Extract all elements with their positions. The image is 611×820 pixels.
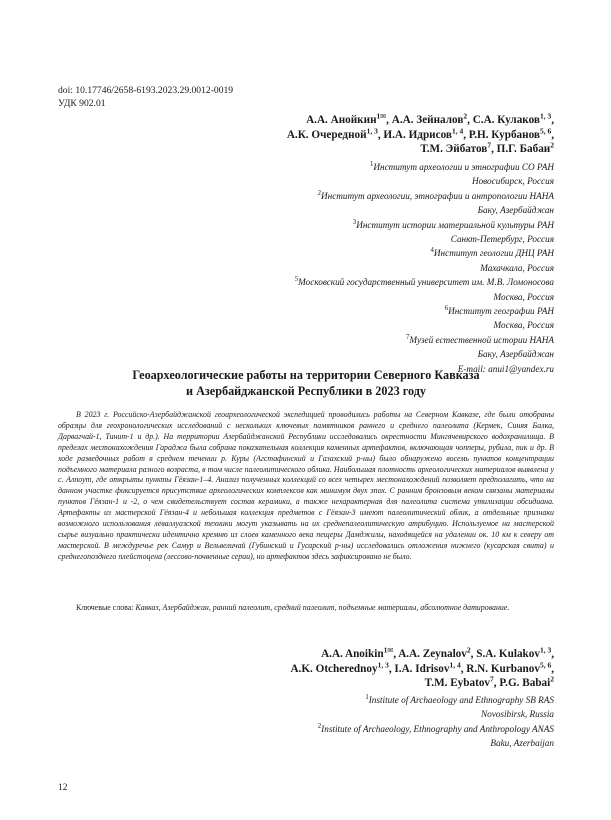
affiliation-ru-3-city: Санкт-Петербург, Россия [450,234,554,245]
author-ru-6-sup: 5, 6 [539,125,552,135]
authors-ru-line-3: Т.М. Эйбатов$^7$, П.Г. Бабаи$^2$ [420,140,554,155]
authors-en-line-1: A.A. Anoikin$^{1✉}$, A.A. Zeynalov$^2$, S.A. Kulakov$^{1, 3}$, [321,645,554,660]
author-ru-1: А.А. Анойкин [306,114,377,126]
affiliation-ru-3-org: $^3$Институт истории материальной культуры РАН [352,218,554,230]
affiliation-ru-2-org: $^2$Институт археологии, этнографии и антропологии НАНА [317,189,554,201]
affiliation-ru-6-org: $^6$Институт географии РАН [444,305,554,317]
email[interactable]: E-mail: anui1@yandex.ru [457,363,554,374]
author-ru-2-sup: 2 [463,111,468,121]
affiliation-ru-4-city: Махачкала, Россия [480,262,554,273]
affiliation-ru-1-org: $^1$Институт археологии и этнографии СО РАН [369,160,554,172]
title-line-2: и Азербайджанской Республики в 2023 году [186,384,426,398]
author-en-4: A.K. Otcherednoy [290,662,378,675]
authors-en-line-2: A.K. Otcherednoy$^{1, 3}$, I.A. Idrisov$^{1, 4}$, R.N. Kurbanov$^{5, 6}$, [290,659,554,675]
authors-ru-line-2: А.К. Очередной$^{1, 3}$, И.А. Идрисов$^{1, 4}$, Р.Н. Курбанов$^{5, 6}$, [286,125,554,141]
author-ru-2: А.А. Зейналов [391,114,464,126]
author-ru-7-sup: 7 [487,140,492,150]
authors-ru-line-1: А.А. Анойкин$^{1✉}$, А.А. Зейналов$^2$, С.А. Кулаков$^{1, 3}$, [306,111,554,126]
author-ru-5-sup: 1, 4 [451,125,464,135]
author-en-8-sup: 2 [550,674,554,684]
doi[interactable]: doi: 10.17746/2658-6193.2023.29.0012-0019 [58,85,234,96]
affiliation-ru-1-city: Новосибирск, Россия [471,176,554,187]
author-en-2-sup: 2 [466,645,471,655]
author-ru-8: П.Г. Бабаи [496,143,551,155]
affiliation-ru-5-org: $^5$Московский государственный университет им. М.В. Ломоносова [294,276,554,288]
author-en-3-sup: 1, 3 [539,645,552,655]
affiliation-ru-7-org: $^7$Музей естественной истории НАНА [405,333,554,345]
envelope-icon[interactable]: ✉ [380,112,387,121]
author-ru-1-sup: 1 [376,111,381,121]
author-ru-3-sup: 1, 3 [539,111,552,121]
keywords-label: Ключевые слова: [76,603,134,612]
keywords-ru [58,603,554,614]
author-en-6-sup: 5, 6 [539,659,552,669]
title-line-1: Геоархеологические работы на территории Северного Кавказа [132,368,480,382]
author-ru-5: И.А. Идрисов [383,128,452,141]
abstract-ru: В 2023 г. Российско-Азербайджанской геоархеологической экспедицией проводились работы на Северном Кавказе, где были отобраны образцы для геохронологических исследований с нескольких ключевых памятников раннего и среднего палеолита (Кермек, Синяя Балка, Дарвагчай-1, Тинит-1 и др.). На территории Азербайджанской Республики исследовались окрестности Мингячевирского водохранилища. В пределах местонахождения Гараджа была собрана показательная коллекция каменных артефактов, включающая чопперы, рубила, пик и др. В ходе разведочных работ в среднем течении р. Куры (Агстафинский и Газахский р-ны) было обнаружено восемь пунктов концентрации подъемного материала разного возраста, в том числе палеолитического облика. Наибольшая плотность археологических материалов выявлена у с. Алпоут, где открыты пункты Гёязан-1–4. Анализ полученных коллекций со всех четырех местонахождений позволяет предполагать, что на данном участке фиксируется присутствие археологических комплексов как минимум двух эпох. С ранним бронзовым веком связаны материалы пунктов Гёязан-1 и -2, о чем свидетельствует состав керамики, а также нехарактерная для палеолита система утилизации обсидиана. Артефакты из мастерской Гёязан-4 и небольшая коллекция предметов с Гёязан-3 имеют палеолитический облик, а отдельные признаки возможного использования леваллуазской техники могут указывать на их среднепалеолитическую атрибуцию. Используемое на мастерской сырье визуально практически идентично кремню из слоев каменного века пещеры Дамджилы, находящейся на удалении ок. 10 км к северу от мастерской. В междуречье рек Самур и Вельвеличай (Губинский и Гусарский р-ны) исследовались отложения нижнего (кусарская свита) и среднегопозднего плейстоцена (лессово-почвенные серии), но артефактов здесь зафиксировано не было. [58,410,554,561]
author-en-1-sup: 1 [383,645,388,655]
author-en-3: S.A. Kulakov [476,648,540,660]
author-en-7-sup: 7 [490,674,494,684]
page-number: 12 [58,783,68,793]
authors-ru [287,113,554,157]
affiliations-ru [134,160,554,376]
author-ru-8-sup: 2 [550,140,554,150]
author-en-6: R.N. Kurbanov [466,662,540,675]
author-en-2: A.A. Zeynalov [398,648,467,660]
affiliation-en-1-city: Novosibirsk, Russia [481,709,554,720]
author-en-5-sup: 1, 4 [449,659,461,669]
author-en-7: T.M. Eybatov [424,677,491,689]
affiliation-ru-2-city: Баку, Азербайджан [477,205,554,216]
affiliation-en-1-org: $^1$Institute of Archaeology and Ethnography SB RAS [365,693,554,705]
author-ru-4-sup: 1, 3 [366,125,378,135]
envelope-icon-en[interactable]: ✉ [387,646,394,655]
authors-en [290,647,554,691]
author-ru-4: А.К. Очередной [286,128,367,141]
keywords-list: Кавказ, Азербайджан, ранний палеолит, средний палеолит, подъемные материалы, абсолютное датирование. [135,603,510,612]
author-en-5: I.A. Idrisov [394,662,450,675]
author-ru-6: Р.Н. Курбанов [468,128,540,141]
affiliation-en-2-city: Baku, Azerbaijan [490,738,554,749]
affiliation-ru-5-city: Москва, Россия [493,291,554,302]
affiliation-ru-7-city: Баку, Азербайджан [477,349,554,360]
author-ru-7: Т.М. Эйбатов [420,143,488,155]
article-title-ru [58,367,554,399]
author-en-4-sup: 1, 3 [377,659,389,669]
affiliation-ru-6-city: Москва, Россия [493,320,554,331]
author-en-8: P.G. Babai [499,677,551,689]
author-ru-3: С.А. Кулаков [472,114,540,126]
affiliation-ru-4-org: $^4$Институт геологии ДНЦ РАН [430,247,554,259]
authors-en-line-3: T.M. Eybatov$^7$, P.G. Babai$^2$ [424,674,554,689]
affiliation-en-2-org: $^2$Institute of Archaeology, Ethnography and Anthropology ANAS [317,722,554,734]
author-en-1: A.A. Anoikin [321,648,384,660]
udk: УДК 902.01 [58,98,106,109]
affiliations-en [134,693,554,751]
